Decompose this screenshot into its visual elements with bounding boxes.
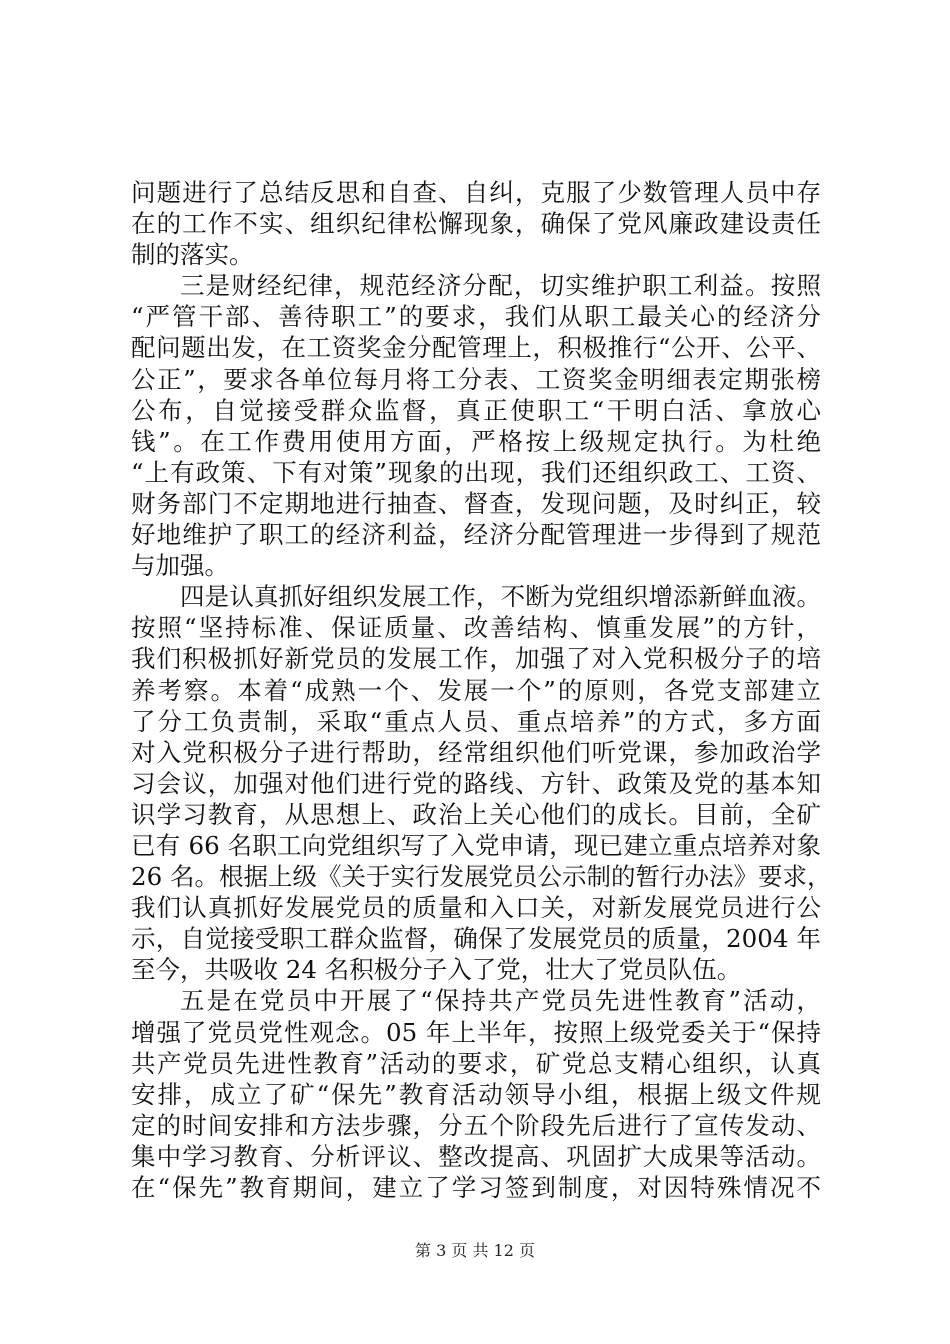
text-line: 习会议，加强对他们进行党的路线、方针、政策及党的基本知 bbox=[131, 768, 821, 798]
text-line: 问题进行了总结反思和自查、自纠，克服了少数管理人员中存 bbox=[131, 178, 821, 207]
body-text bbox=[131, 177, 832, 1203]
text-line: 五是在党员中开展了“保持共产党员先进性教育”活动， bbox=[180, 986, 821, 1016]
text-line: 示，自觉接受职工群众监督，确保了发展党员的质量，2004 年 bbox=[131, 924, 821, 954]
text-line: 共产党员先进性教育”活动的要求，矿党总支精心组织，认真 bbox=[131, 1048, 821, 1078]
text-line: 至今，共吸收 24 名积极分子入了党，壮大了党员队伍。 bbox=[131, 955, 742, 985]
text-line: 三是财经纪律，规范经济分配，切实维护职工利益。按照 bbox=[180, 271, 821, 301]
text-line: 我们积极抓好新党员的发展工作，加强了对入党积极分子的培 bbox=[131, 644, 821, 674]
text-line: 了分工负责制，采取“重点人员、重点培养”的方式，多方面 bbox=[131, 706, 821, 736]
text-line: 公正”，要求各单位每月将工分表、工资奖金明细表定期张榜 bbox=[131, 364, 821, 394]
text-line: 与加强。 bbox=[131, 551, 229, 581]
text-line: 好地维护了职工的经济利益，经济分配管理进一步得到了规范 bbox=[131, 520, 821, 550]
text-line: 识学习教育，从思想上、政治上关心他们的成长。目前，全矿 bbox=[131, 799, 821, 829]
text-line: 按照“坚持标准、保证质量、改善结构、慎重发展”的方针， bbox=[131, 613, 821, 643]
page-footer: 第 3 页 共 12 页 bbox=[415, 1241, 535, 1260]
text-line: 在的工作不实、组织纪律松懈现象，确保了党风廉政建设责任 bbox=[131, 209, 821, 239]
text-line: 制的落实。 bbox=[131, 240, 254, 270]
text-line: 养考察。本着“成熟一个、发展一个”的原则，各党支部建立 bbox=[131, 675, 821, 705]
text-line: 在“保先”教育期间，建立了学习签到制度，对因特殊情况不 bbox=[131, 1173, 821, 1202]
text-line: 四是认真抓好组织发展工作，不断为党组织增添新鲜血液。 bbox=[180, 582, 821, 612]
text-line: 我们认真抓好发展党员的质量和入口关，对新发展党员进行公 bbox=[131, 893, 821, 923]
text-line: 集中学习教育、分析评议、整改提高、巩固扩大成果等活动。 bbox=[131, 1141, 821, 1171]
text-line: 增强了党员党性观念。05 年上半年，按照上级党委关于“保持 bbox=[131, 1017, 821, 1047]
text-line: 财务部门不定期地进行抽查、督查，发现问题，及时纠正，较 bbox=[131, 488, 821, 518]
text-line: 公布，自觉接受群众监督，真正使职工“干明白活、拿放心 bbox=[131, 395, 821, 425]
text-line: 定的时间安排和方法步骤，分五个阶段先后进行了宣传发动、 bbox=[131, 1110, 821, 1140]
text-line: 安排，成立了矿“保先”教育活动领导小组，根据上级文件规 bbox=[131, 1079, 821, 1109]
text-line: 对入党积极分子进行帮助，经常组织他们听党课，参加政治学 bbox=[131, 737, 821, 767]
text-line: 26 名。根据上级《关于实行发展党员公示制的暂行办法》要求， bbox=[131, 862, 832, 892]
text-line: 配问题出发，在工资奖金分配管理上，积极推行“公开、公平、 bbox=[131, 333, 821, 363]
text-line: 钱”。在工作费用使用方面，严格按上级规定执行。为杜绝 bbox=[131, 426, 821, 456]
text-line: “严管干部、善待职工”的要求，我们从职工最关心的经济分 bbox=[131, 302, 821, 332]
text-line: 已有 66 名职工向党组织写了入党申请，现已建立重点培养对象 bbox=[131, 830, 821, 860]
text-line: “上有政策、下有对策”现象的出现，我们还组织政工、工资、 bbox=[131, 457, 821, 487]
